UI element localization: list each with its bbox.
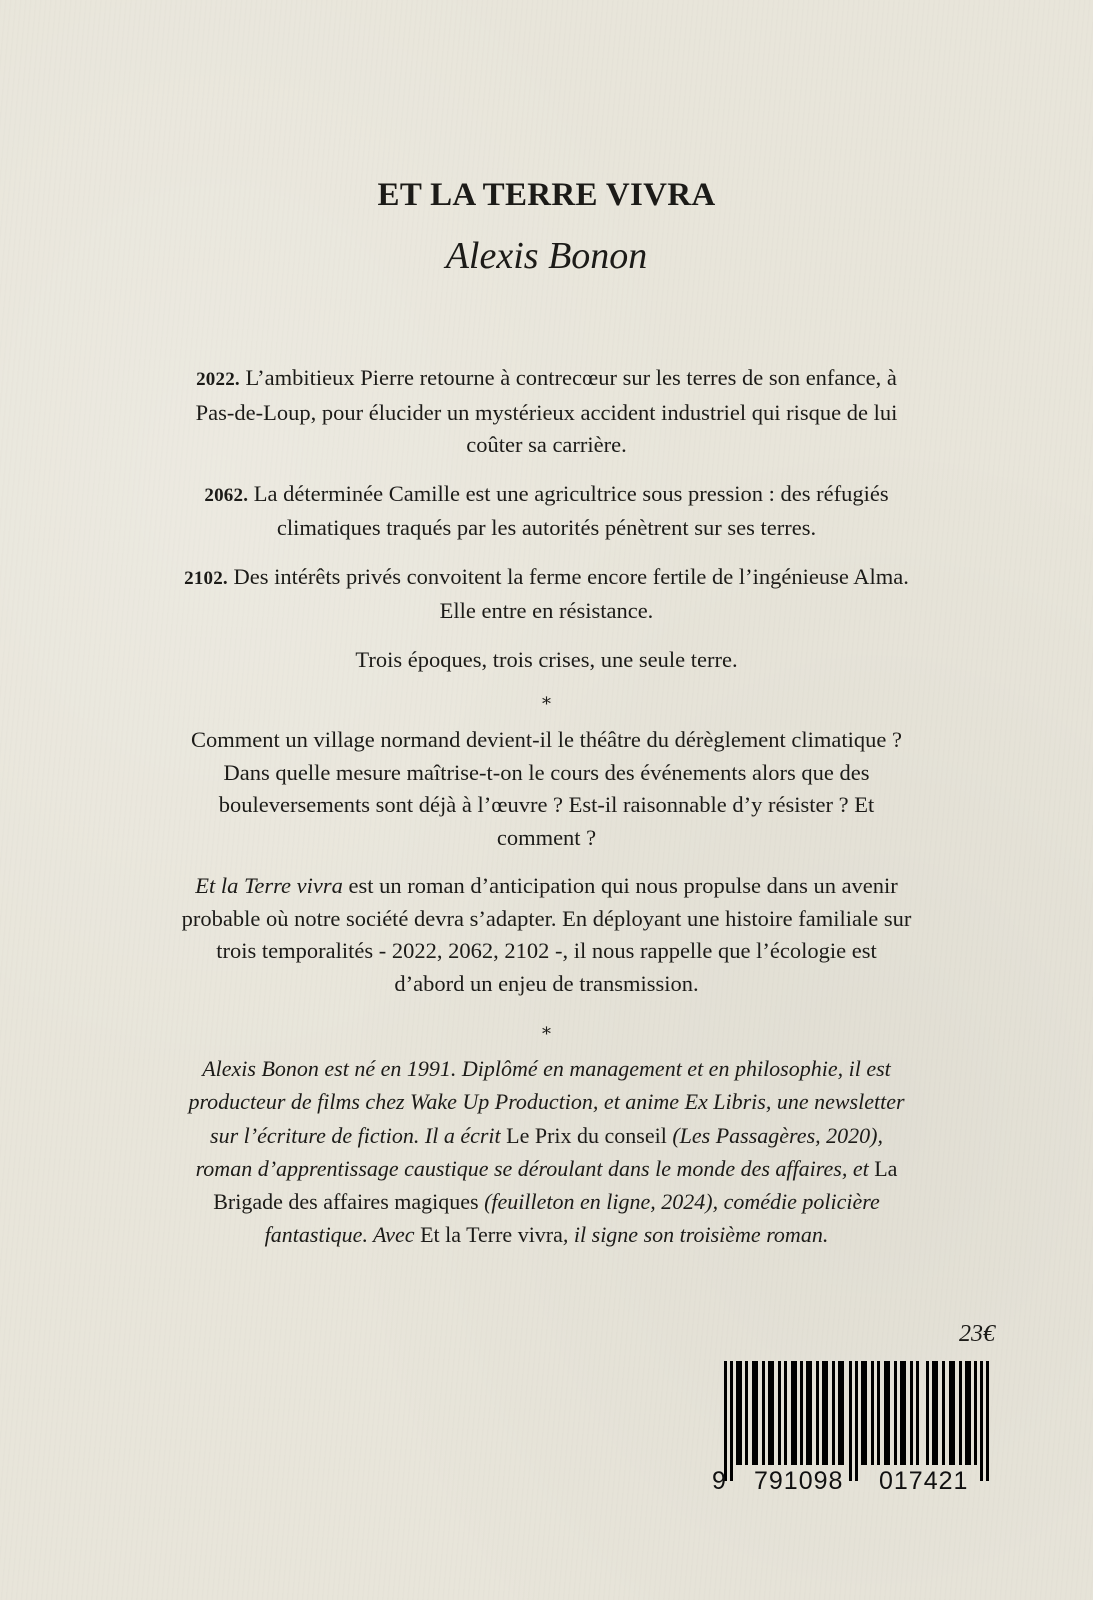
bio-text: (feuilleton en ligne, 2024), comédie policière fantastique. Avec [264, 1189, 880, 1248]
bio-book-title: Et la Terre vivra [420, 1222, 563, 1248]
book-title: ET LA TERRE VIVRA [377, 177, 716, 213]
isbn-barcode-icon [712, 1361, 1000, 1481]
synopsis-year: 2022. [196, 369, 240, 390]
bio-book-title: Le Prix du conseil [506, 1122, 667, 1148]
author-bio [180, 1052, 913, 1252]
synopsis-text: L’ambitieux Pierre retourne à contrecœur sur les terres de son enfance, à Pas-de-Loup, pour élucider un mystérieux accident industriel qui risque de lui coûter sa carrière. [195, 365, 898, 457]
isbn-digits [712, 1466, 1000, 1496]
tagline: Trois époques, trois crises, une seule terre. [355, 646, 738, 672]
bio-book-title: La Brigade des affaires magiques [213, 1155, 898, 1215]
questions-text: Comment un village normand devient-il le théâtre du dérèglement climatique ? Dans quelle mesure maîtrise-t-on le cours des événements alors que des bouleversements sont déjà à l’œuvre ? Est-il raisonnable d’y résister ? Et comment ? [190, 727, 902, 850]
synopsis [180, 362, 913, 692]
bio-text: (Les Passagères, 2020), roman d’apprentissage caustique se déroulant dans le monde des affaires, et [195, 1122, 883, 1181]
isbn-right-group: 017421 [879, 1467, 969, 1495]
synopsis-text: Des intérêts privés convoitent la ferme encore fertile de l’ingénieuse Alma. Elle entre en résistance. [227, 563, 909, 623]
synopsis-year: 2062. [204, 484, 249, 506]
pitch-book-title: Et la Terre vivra [195, 873, 343, 898]
synopsis-paragraph-2102 [180, 561, 913, 628]
synopsis-paragraph-2062 [180, 478, 913, 545]
asterism-divider-icon: ⁎ [542, 1018, 551, 1038]
synopsis-year: 2102. [184, 567, 228, 589]
bio-text: , il signe son troisième roman. [562, 1222, 829, 1248]
pitch-text [180, 870, 913, 1000]
price-label: 23€ [959, 1321, 995, 1347]
questions-paragraph [180, 724, 913, 870]
synopsis-paragraph-2022 [180, 362, 913, 462]
pitch-paragraph [180, 870, 913, 1016]
pitch-body: est un roman d’anticipation qui nous propulse dans un avenir probable où notre société devra s’adapter. En déployant une histoire familiale sur trois temporalités - 2022, 2062, 2102 -, il nous rappelle que l’écologie est d’abord un enjeu de transmission. [181, 873, 912, 996]
bio-text: Alexis Bonon est né en 1991. Diplômé en management et en philosophie, il est producteur de films chez Wake Up Production, et anime Ex Libris, une newsletter sur l’écriture de fiction. Il a écrit [188, 1056, 905, 1148]
isbn-first-digit: 9 [712, 1467, 726, 1495]
isbn-left-group: 791098 [754, 1467, 844, 1495]
synopsis-text: La déterminée Camille est une agricultrice sous pression : des réfugiés climatiques traqués par les autorités pénètrent sur ses terres. [248, 480, 889, 540]
book-author: Alexis Bonon [445, 235, 648, 277]
asterism-divider-icon: ⁎ [542, 688, 551, 708]
